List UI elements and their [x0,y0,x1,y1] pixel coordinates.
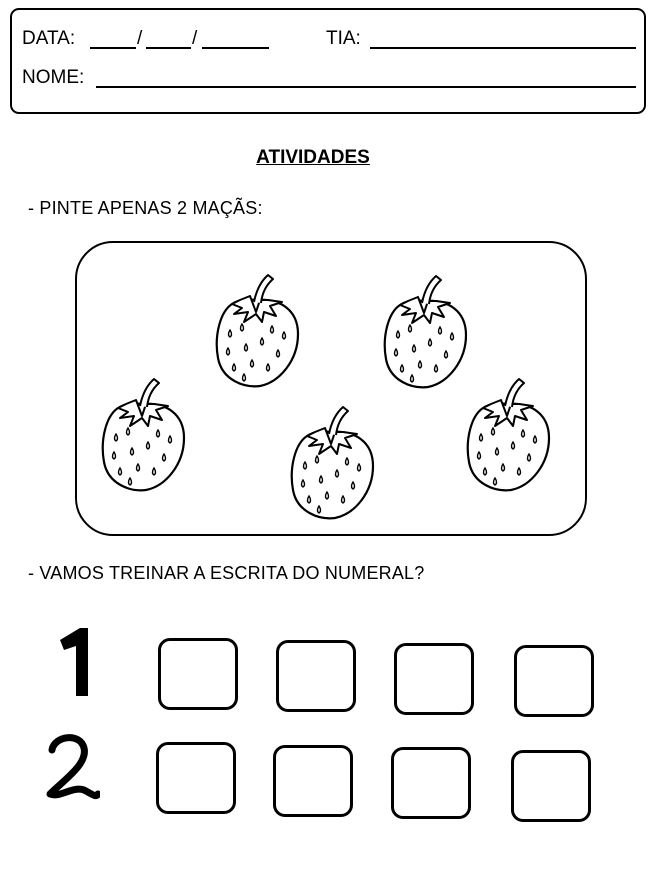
write-box-row1-2[interactable] [276,640,356,712]
instruction-paint: - PINTE APENAS 2 MAÇÃS: [28,198,263,218]
instruction-write: - VAMOS TREINAR A ESCRITA DO NUMERAL? [28,563,425,583]
date-slash-1: / [137,28,143,49]
date-month-field[interactable] [146,47,191,49]
date-day-field[interactable] [90,47,136,49]
write-box-row1-1[interactable] [158,638,238,710]
write-box-row2-3[interactable] [391,747,471,819]
tia-field[interactable] [370,47,636,49]
date-slash-2: / [192,28,198,49]
date-label: DATA: [22,28,76,49]
strawberry-3[interactable] [96,376,188,494]
numeral-two-icon [40,728,100,808]
strawberry-2[interactable] [378,273,470,391]
write-box-row1-3[interactable] [394,643,474,715]
strawberry-5[interactable] [461,376,553,494]
nome-label: NOME: [22,67,85,88]
write-box-row2-1[interactable] [156,742,236,814]
page-title: ATIVIDADES [256,147,370,168]
date-year-field[interactable] [202,47,269,49]
strawberry-4[interactable] [285,404,377,522]
strawberry-1[interactable] [210,272,302,390]
write-box-row1-4[interactable] [514,645,594,717]
numeral-one-icon [46,622,106,702]
write-box-row2-2[interactable] [273,745,353,817]
tia-label: TIA: [326,28,361,49]
write-box-row2-4[interactable] [511,750,591,822]
header-box [10,8,646,114]
nome-field[interactable] [96,86,636,88]
